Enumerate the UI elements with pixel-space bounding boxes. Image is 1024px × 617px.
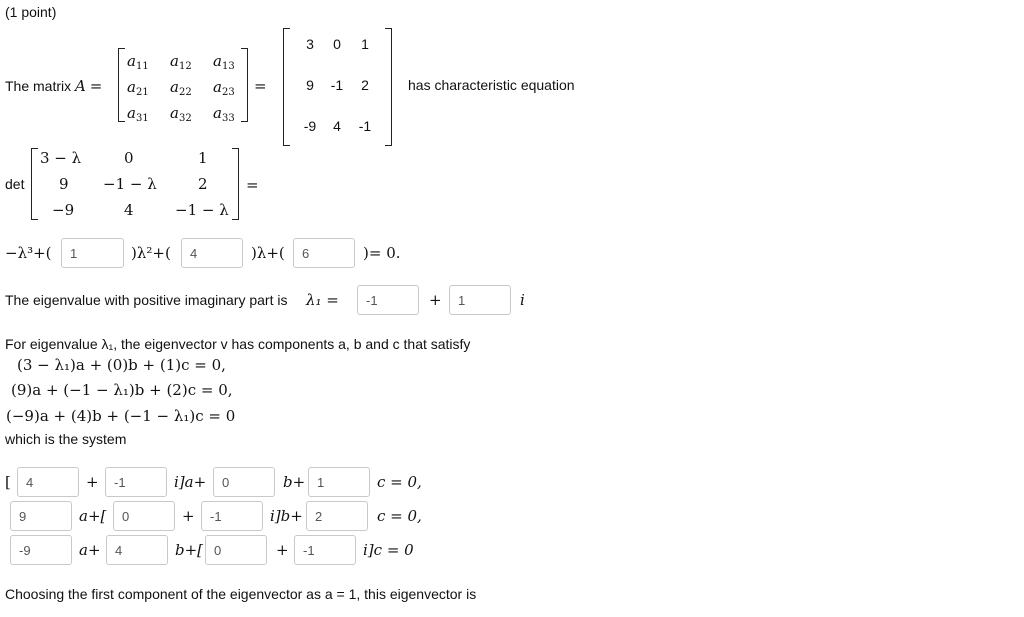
cell-a22: $a_{22}$: [170, 78, 192, 98]
r3-b-term: b+[: [175, 541, 204, 559]
det-cell: −1 − λ: [175, 201, 229, 219]
lambda1-label: λ₁ =: [306, 291, 339, 309]
r3-a-input[interactable]: [10, 535, 72, 565]
eigenvalue-real-input[interactable]: [357, 285, 419, 315]
coef-lambda-input[interactable]: [181, 238, 243, 268]
num-cell: 3: [306, 36, 314, 52]
coef-constant-input[interactable]: [293, 238, 355, 268]
cell-a32: $a_{32}$: [170, 104, 192, 124]
r2-c-input[interactable]: [306, 501, 368, 531]
r1-a-real-input[interactable]: [17, 467, 79, 497]
det-cell: 2: [198, 175, 208, 193]
det-cell: −9: [52, 201, 75, 219]
cell-a33: $a_{33}$: [213, 104, 235, 124]
points-label: (1 point): [5, 4, 57, 20]
det-label: det: [5, 176, 25, 192]
num-cell: 2: [361, 77, 369, 93]
plus-sign: +: [429, 291, 442, 309]
plus-sign: +: [182, 507, 195, 525]
cell-a23: $a_{23}$: [213, 78, 235, 98]
num-cell: -1: [358, 118, 372, 134]
r1-c-term: c = 0,: [377, 473, 422, 491]
det-equals: =: [246, 176, 259, 194]
matrix-equals: =: [254, 77, 267, 95]
poly-term-1: −λ³+(: [5, 244, 52, 262]
eigenvector-intro: For eigenvalue λ₁, the eigenvector v has components a, b and c that satisfy: [5, 336, 471, 352]
cell-a12: $a_{12}$: [170, 52, 192, 72]
equation-1: (3 − λ₁)a + (0)b + (1)c = 0,: [17, 356, 226, 374]
plus-sign: +: [86, 473, 99, 491]
right-bracket: [385, 28, 392, 146]
imaginary-unit: i: [520, 291, 525, 309]
poly-term-2: )λ²+(: [131, 244, 171, 262]
coef-lambda2-input[interactable]: [61, 238, 124, 268]
num-cell: 0: [333, 36, 341, 52]
num-cell: 1: [361, 36, 369, 52]
right-bracket: [232, 148, 239, 220]
det-cell: 0: [124, 149, 134, 167]
matrix-prefix: The matrix A =: [5, 77, 103, 95]
eigenvalue-text: The eigenvalue with positive imaginary part is: [5, 292, 288, 308]
plus-sign: +: [276, 541, 289, 559]
r2-a-input[interactable]: [10, 501, 72, 531]
r3-c-term: i]c = 0: [363, 541, 414, 559]
cell-a21: $a_{21}$: [127, 78, 149, 98]
det-cell: 9: [59, 175, 69, 193]
r2-b-term: i]b+: [270, 507, 303, 525]
cell-a31: $a_{31}$: [127, 104, 149, 124]
left-bracket: [31, 148, 38, 220]
r2-c-term: c = 0,: [377, 507, 422, 525]
char-eq-label: has characteristic equation: [408, 77, 575, 93]
eigenvalue-imag-input[interactable]: [449, 285, 511, 315]
poly-term-4: )= 0.: [363, 244, 401, 262]
r1-c-input[interactable]: [308, 467, 370, 497]
det-cell: −1 − λ: [103, 175, 157, 193]
det-cell: 3 − λ: [40, 149, 82, 167]
num-cell: -9: [303, 118, 317, 134]
r2-a-term: a+[: [79, 507, 107, 525]
r1-b-input[interactable]: [213, 467, 275, 497]
r3-c-imag-input[interactable]: [294, 535, 356, 565]
cell-a11: $a_{11}$: [127, 52, 149, 72]
open-bracket: [: [5, 473, 11, 491]
det-cell: 4: [124, 201, 134, 219]
r2-b-imag-input[interactable]: [201, 501, 263, 531]
r3-a-term: a+: [79, 541, 101, 559]
left-bracket: [118, 48, 125, 122]
which-is-label: which is the system: [5, 431, 127, 447]
num-cell: -1: [330, 77, 344, 93]
r3-b-input[interactable]: [106, 535, 168, 565]
det-cell: 1: [198, 149, 208, 167]
footer-text: Choosing the first component of the eigenvector as a = 1, this eigenvector is: [5, 586, 477, 602]
right-bracket: [241, 48, 248, 122]
r1-a-imag-input[interactable]: [105, 467, 167, 497]
num-cell: 9: [306, 77, 314, 93]
r3-c-real-input[interactable]: [205, 535, 267, 565]
cell-a13: $a_{13}$: [213, 52, 235, 72]
left-bracket: [283, 28, 290, 146]
num-cell: 4: [333, 118, 341, 134]
equation-3: (−9)a + (4)b + (−1 − λ₁)c = 0: [6, 407, 236, 425]
poly-term-3: )λ+(: [251, 244, 285, 262]
r1-a-term: i]a+: [174, 473, 207, 491]
r2-b-real-input[interactable]: [113, 501, 175, 531]
r1-b-term: b+: [283, 473, 306, 491]
equation-2: (9)a + (−1 − λ₁)b + (2)c = 0,: [11, 381, 233, 399]
